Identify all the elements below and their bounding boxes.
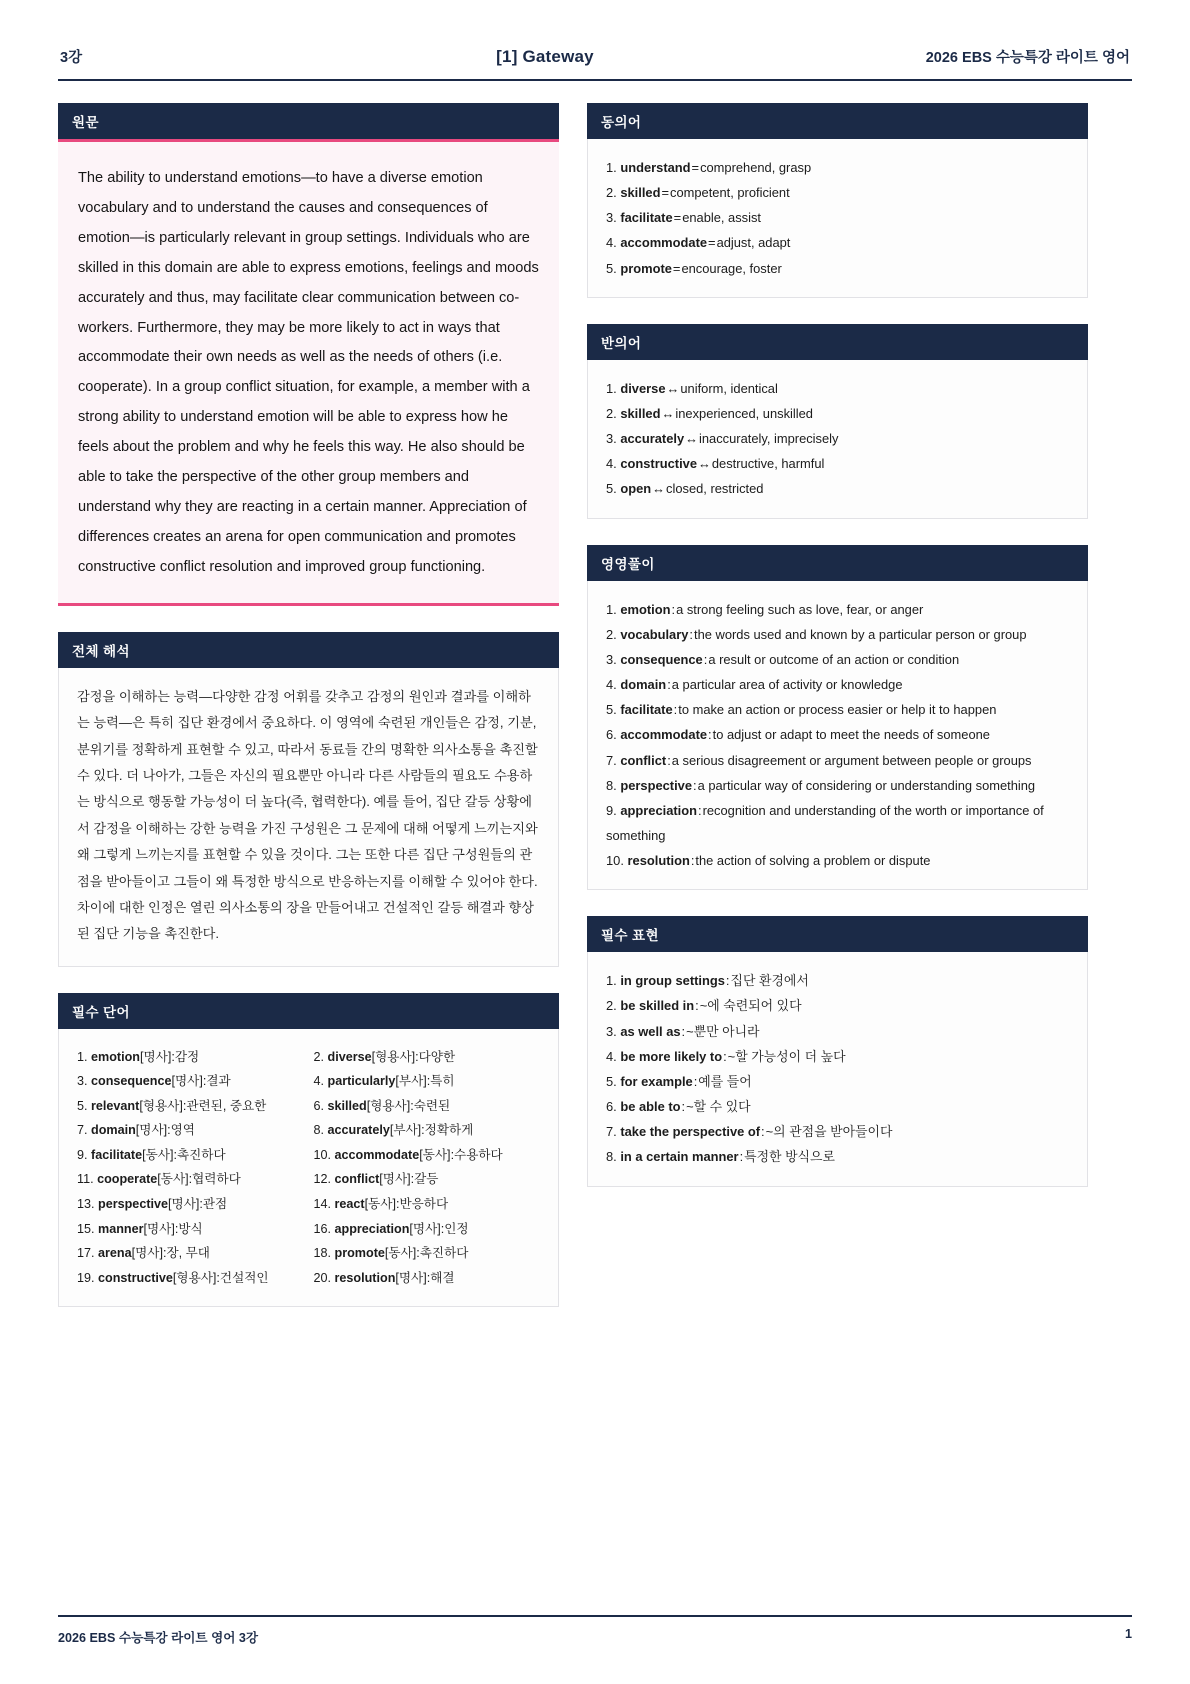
synonym-value: encourage, foster <box>681 260 782 276</box>
synonym-value: comprehend, grasp <box>700 160 812 175</box>
expression-separator: : <box>681 1023 686 1039</box>
section-translation <box>58 632 559 967</box>
word-entry-term: relevant <box>91 1098 140 1113</box>
word-entry-term: accommodate <box>334 1147 420 1162</box>
synonym-term: facilitate <box>620 210 673 226</box>
definition-term: facilitate <box>620 702 673 718</box>
definition-value: a particular area of activity or knowledge <box>671 677 903 693</box>
expression-separator: : <box>761 1124 765 1140</box>
word-entry-meaning: :영역 <box>167 1123 195 1138</box>
synonym-value: enable, assist <box>682 210 762 226</box>
word-entry-meaning: :수용하다 <box>450 1147 503 1162</box>
synonym-item <box>606 256 1069 281</box>
synonym-item <box>606 155 1069 180</box>
word-entry-meaning: :갈등 <box>410 1172 439 1187</box>
content-columns <box>58 103 1132 1333</box>
definition-value: a strong feeling such as love, fear, or anger <box>676 601 924 617</box>
word-entry <box>77 1167 304 1192</box>
antonym-item <box>606 401 1069 426</box>
antonym-separator: ↔ <box>666 380 680 396</box>
definition-term: resolution <box>627 853 690 869</box>
definition-number: 4. <box>606 677 621 693</box>
word-entry-term: perspective <box>98 1197 169 1212</box>
word-entry <box>314 1217 541 1242</box>
expression-value: ~할 수 있다 <box>686 1099 751 1115</box>
section-antonyms-title: 반의어 <box>587 324 1088 360</box>
expression-item <box>606 1069 1069 1094</box>
expression-item <box>606 968 1069 993</box>
antonym-number: 1. <box>606 380 621 396</box>
header-book-title: 2026 EBS 수능특강 라이트 영어 <box>925 50 1130 66</box>
word-entry-number: 20. <box>313 1270 335 1285</box>
definition-value: to adjust or adapt to meet the needs of someone <box>712 727 990 743</box>
definition-number: 9. <box>606 802 621 818</box>
word-entry-pos: [명사] <box>140 1049 172 1064</box>
word-entry-meaning: :감정 <box>171 1049 200 1064</box>
antonym-term: constructive <box>620 456 697 472</box>
section-words <box>58 993 559 1307</box>
word-entry-pos: [형용사] <box>139 1098 183 1113</box>
word-entry-number: 18. <box>313 1246 335 1261</box>
definition-separator: : <box>671 601 676 617</box>
expression-item <box>606 993 1069 1018</box>
word-entry-number: 10. <box>313 1147 335 1162</box>
antonym-number: 4. <box>606 456 621 472</box>
expression-item <box>606 1019 1069 1044</box>
definition-term: conflict <box>620 752 667 768</box>
definition-item <box>606 848 1069 873</box>
word-entry-number: 15. <box>77 1221 99 1236</box>
antonym-value: destructive, harmful <box>711 456 825 472</box>
expression-item <box>606 1144 1069 1169</box>
antonym-term: open <box>620 481 652 497</box>
expression-term: be more likely to <box>620 1048 723 1064</box>
definition-term: emotion <box>620 601 671 617</box>
word-entry-pos: [부사] <box>389 1123 422 1138</box>
synonym-separator: = <box>691 160 700 175</box>
word-entry-term: accurately <box>327 1123 390 1138</box>
definition-number: 2. <box>606 626 621 642</box>
synonym-number: 4. <box>606 235 621 251</box>
word-entry-meaning: :해결 <box>426 1270 455 1285</box>
definition-item <box>606 597 1069 622</box>
expression-number: 1. <box>606 973 621 989</box>
expression-term: as well as <box>620 1023 681 1039</box>
synonym-item <box>606 180 1069 205</box>
word-entry-number: 19. <box>77 1270 99 1285</box>
word-entry-number: 3. <box>77 1074 92 1089</box>
left-column <box>58 103 559 1333</box>
section-words-title: 필수 단어 <box>58 993 559 1029</box>
translation-text: 감정을 이해하는 능력—다양한 감정 어휘를 갖추고 감정의 원인과 결과를 이해하는 능력—은 특히 집단 환경에서 중요하다. 이 영역에 숙련된 개인들은 감정, 기분, 분위기를 정확하게 표현할 수 있고, 따라서 동료들 간의 명확한 의사소통을 촉진할 수 있다. 더 나아가, 그들은 자신의 필요뿐만 아니라 다른 사람들의 필요도 수용하는 방식으로 행동할 가능성이 더 높다(즉, 협력한다). 예를 들어, 집단 갈등 상황에서 감정을 이해하는 강한 능력을 가진 구성원은 그 문제에 대해 어떻게 느끼는지와 왜 그렇게 느끼는지를 표현할 수 있을 것이다. 그는 또한 다른 집단 구성원들의 관점을 받아들이고 그들이 왜 특정한 방식으로 반응하는지를 이해할 수 있어야 한다. 차이에 대한 인정은 열린 의사소통의 장을 만들어내고 건설적인 갈등 해결과 향상된 집단 기능을 촉진한다. <box>58 668 559 967</box>
word-entry-pos: [형용사] <box>366 1098 411 1113</box>
section-translation-title: 전체 해석 <box>58 632 559 668</box>
expression-number: 4. <box>606 1048 621 1064</box>
definition-item <box>606 622 1069 647</box>
antonym-separator: ↔ <box>685 431 699 447</box>
expression-number: 3. <box>606 1023 621 1039</box>
word-entry-term: skilled <box>327 1098 367 1113</box>
antonym-number: 5. <box>606 481 621 497</box>
word-entry-number: 5. <box>77 1098 92 1113</box>
word-entry-pos: [동사] <box>142 1147 174 1162</box>
definition-separator: : <box>667 752 671 768</box>
definition-item <box>606 722 1069 747</box>
word-entry <box>314 1143 541 1168</box>
word-entry-meaning: :관점 <box>199 1197 228 1212</box>
word-entry-pos: [명사] <box>395 1270 427 1285</box>
synonym-term: skilled <box>620 185 661 201</box>
footer-book-title: 2026 EBS 수능특강 라이트 영어 3강 <box>58 1631 259 1645</box>
word-entry-term: conflict <box>334 1172 380 1187</box>
word-entry-meaning: :촉진하다 <box>173 1147 226 1162</box>
expression-separator: : <box>723 1048 727 1064</box>
definition-item <box>606 697 1069 722</box>
word-entry <box>314 1069 541 1094</box>
definition-separator: : <box>693 777 697 793</box>
word-entry-meaning: :장, 무대 <box>162 1246 210 1261</box>
word-entry-pos: [명사] <box>409 1221 441 1236</box>
section-synonyms-title: 동의어 <box>587 103 1088 139</box>
definition-number: 7. <box>606 752 621 768</box>
definition-separator: : <box>689 626 694 642</box>
section-synonyms-body <box>587 139 1088 298</box>
section-expressions-body <box>587 952 1088 1186</box>
word-entry-term: emotion <box>91 1049 140 1064</box>
expression-term: be able to <box>620 1099 681 1115</box>
word-entry-number: 8. <box>313 1123 328 1138</box>
synonym-list <box>606 155 1069 281</box>
section-passage <box>58 103 559 606</box>
word-entry-term: cooperate <box>97 1172 158 1187</box>
definition-number: 8. <box>606 777 621 793</box>
definition-term: consequence <box>620 651 703 667</box>
definition-value: a particular way of considering or understanding something <box>697 777 1036 793</box>
word-entry-number: 7. <box>77 1123 92 1138</box>
word-entry-term: particularly <box>327 1074 396 1089</box>
synonym-term: promote <box>620 260 672 276</box>
antonym-item <box>606 376 1069 401</box>
antonym-item <box>606 426 1069 451</box>
word-entry-number: 9. <box>77 1147 92 1162</box>
word-entry-number: 14. <box>313 1197 335 1212</box>
expression-separator: : <box>725 973 730 989</box>
word-entry-meaning: :관련된, 중요한 <box>182 1098 267 1113</box>
definition-number: 1. <box>606 601 621 617</box>
expression-separator: : <box>739 1149 744 1165</box>
expression-number: 2. <box>606 998 621 1014</box>
synonym-value: competent, proficient <box>670 185 790 201</box>
definition-term: appreciation <box>620 802 697 818</box>
footer-page-number: 1 <box>1124 1627 1132 1641</box>
antonym-value: closed, restricted <box>666 481 764 497</box>
definition-item <box>606 798 1069 848</box>
word-entry-number: 11. <box>77 1172 98 1187</box>
expression-item <box>606 1094 1069 1119</box>
antonym-separator: ↔ <box>698 456 711 472</box>
word-entry-number: 13. <box>77 1197 99 1212</box>
synonym-separator: = <box>661 185 670 201</box>
word-entry-number: 16. <box>313 1221 335 1236</box>
antonym-separator: ↔ <box>652 481 666 497</box>
word-entry-term: appreciation <box>334 1221 410 1236</box>
section-expressions-title: 필수 표현 <box>587 916 1088 952</box>
word-entry-pos: [명사] <box>143 1221 175 1236</box>
expression-term: be skilled in <box>620 998 695 1014</box>
header-lesson-number: 3강 <box>60 50 83 66</box>
synonym-separator: = <box>708 235 716 251</box>
word-entry-term: resolution <box>334 1270 396 1285</box>
word-entry-number: 17. <box>77 1246 99 1261</box>
definition-term: accommodate <box>620 727 708 743</box>
section-antonyms-body <box>587 360 1088 519</box>
word-entry <box>77 1143 304 1168</box>
word-entry-term: diverse <box>327 1049 372 1064</box>
word-entry-number: 12. <box>313 1172 335 1187</box>
word-entry-meaning: :다양한 <box>415 1049 456 1064</box>
synonym-number: 2. <box>606 185 621 201</box>
word-entry-pos: [형용사] <box>371 1049 416 1064</box>
definition-term: domain <box>620 677 667 693</box>
definition-number: 3. <box>606 651 621 667</box>
synonym-value: adjust, adapt <box>716 235 791 251</box>
definition-term: perspective <box>620 777 692 793</box>
header-title: [1] Gateway <box>496 47 594 66</box>
expression-term: take the perspective of <box>620 1124 761 1140</box>
word-entry-pos: [명사] <box>131 1246 163 1261</box>
antonym-value: inexperienced, unskilled <box>675 405 813 421</box>
word-entry-term: domain <box>91 1123 136 1138</box>
definition-item <box>606 773 1069 798</box>
expression-number: 7. <box>606 1124 621 1140</box>
word-entry-pos: [명사] <box>171 1074 203 1089</box>
word-entry <box>314 1094 541 1119</box>
expression-value: ~의 관점을 받아들이다 <box>765 1124 893 1140</box>
word-entry <box>77 1069 304 1094</box>
word-entry <box>314 1118 541 1143</box>
antonym-number: 3. <box>606 431 621 447</box>
expression-number: 5. <box>606 1073 621 1089</box>
word-entry-meaning: :건설적인 <box>216 1270 269 1285</box>
antonym-item <box>606 451 1069 476</box>
expression-separator: : <box>695 998 699 1014</box>
word-entry-pos: [부사] <box>395 1074 427 1089</box>
word-entry <box>77 1192 304 1217</box>
word-entry <box>314 1266 541 1291</box>
word-entry-pos: [명사] <box>168 1197 200 1212</box>
antonym-value: inaccurately, imprecisely <box>699 431 839 447</box>
expression-term: for example <box>620 1073 693 1089</box>
expression-item <box>606 1044 1069 1069</box>
definition-value: the action of solving a problem or dispute <box>695 853 931 869</box>
definition-separator: : <box>703 651 708 667</box>
definition-number: 6. <box>606 727 621 743</box>
word-entry-term: promote <box>334 1246 385 1261</box>
word-entry-pos: [형용사] <box>172 1270 217 1285</box>
word-entry-pos: [동사] <box>384 1246 417 1261</box>
antonym-term: diverse <box>620 380 666 396</box>
synonym-item <box>606 230 1069 255</box>
expression-value: ~뿐만 아니라 <box>686 1023 760 1039</box>
word-entry <box>314 1241 541 1266</box>
word-entry-number: 6. <box>313 1098 328 1113</box>
word-entry-pos: [명사] <box>135 1123 168 1138</box>
antonym-term: skilled <box>620 405 661 421</box>
antonym-separator: ↔ <box>661 405 675 421</box>
section-definitions-body <box>587 581 1088 891</box>
passage-text: The ability to understand emotions—to have a diverse emotion vocabulary and to understand the causes and consequences of emotion—is particularly relevant in group settings. Individuals who are skilled in this domain are able to express emotions, feelings and moods accurately and thus, may facilitate clear communication between co-workers. Furthermore, they may be more likely to act in ways that accommodate their own needs as well as the needs of others (i.e. cooperate). In a group conflict situation, for example, a member with a strong ability to understand emotion will be able to express how he feels about the problem and why he feels this way. He also should be able to take the perspective of the other group members and understand why they are reacting in a certain manner. Appreciation of differences creates an arena for open communication and promotes constructive conflict resolution and improved group functioning. <box>58 139 559 606</box>
expression-number: 8. <box>606 1149 621 1165</box>
definition-term: vocabulary <box>620 626 689 642</box>
synonym-term: understand <box>620 160 691 175</box>
word-entry <box>314 1045 541 1070</box>
word-entry-term: facilitate <box>91 1147 143 1162</box>
synonym-item <box>606 205 1069 230</box>
expression-separator: : <box>681 1099 686 1115</box>
section-passage-title: 원문 <box>58 103 559 139</box>
expression-item <box>606 1119 1069 1144</box>
antonym-item <box>606 476 1069 501</box>
definition-separator: : <box>690 853 695 869</box>
expression-value: ~에 숙련되어 있다 <box>699 998 802 1014</box>
section-definitions-title: 영영풀이 <box>587 545 1088 581</box>
expression-value: 특정한 방식으로 <box>744 1149 835 1165</box>
word-entry-pos: [동사] <box>419 1147 451 1162</box>
definition-separator: : <box>708 727 712 743</box>
definition-value: recognition and understanding of the worth or importance of something <box>606 802 1044 843</box>
word-entry <box>77 1094 304 1119</box>
word-entry <box>314 1167 541 1192</box>
word-entry-meaning: :협력하다 <box>188 1172 241 1187</box>
definition-separator: : <box>673 702 678 718</box>
synonym-separator: = <box>673 210 682 226</box>
definition-list <box>606 597 1069 874</box>
definition-item <box>606 672 1069 697</box>
antonym-list <box>606 376 1069 502</box>
antonym-term: accurately <box>620 431 685 447</box>
section-definitions <box>587 545 1088 891</box>
word-entry <box>77 1045 304 1070</box>
word-entry-term: manner <box>98 1221 144 1236</box>
page-footer <box>58 1615 1132 1646</box>
expression-term: in group settings <box>620 973 725 989</box>
page-header <box>58 46 1132 81</box>
section-words-body <box>58 1029 559 1307</box>
definition-separator: : <box>698 802 702 818</box>
antonym-value: uniform, identical <box>680 380 778 396</box>
word-entry-meaning: :촉진하다 <box>416 1246 469 1261</box>
word-entry-pos: [동사] <box>157 1172 189 1187</box>
word-entry <box>314 1192 541 1217</box>
antonym-number: 2. <box>606 405 621 421</box>
definition-value: a result or outcome of an action or condition <box>708 651 960 667</box>
expression-value: 집단 환경에서 <box>730 973 809 989</box>
word-entry-pos: [동사] <box>364 1197 396 1212</box>
word-entry-term: consequence <box>91 1074 172 1089</box>
word-entry-number: 4. <box>313 1074 328 1089</box>
word-entry-meaning: :인정 <box>440 1221 469 1236</box>
expression-list <box>606 968 1069 1169</box>
word-entry-term: react <box>334 1197 365 1212</box>
word-entry-pos: [명사] <box>379 1172 411 1187</box>
expression-number: 6. <box>606 1099 621 1115</box>
definition-separator: : <box>667 677 671 693</box>
right-column <box>587 103 1088 1213</box>
section-antonyms <box>587 324 1088 519</box>
synonym-term: accommodate <box>620 235 708 251</box>
definition-number: 5. <box>606 702 621 718</box>
word-entry <box>77 1217 304 1242</box>
definition-item <box>606 647 1069 672</box>
word-entry <box>77 1118 304 1143</box>
word-entry-meaning: :숙련된 <box>410 1098 451 1113</box>
definition-number: 10. <box>606 853 628 869</box>
definition-value: the words used and known by a particular person or group <box>694 626 1027 642</box>
word-entry-meaning: :방식 <box>174 1221 203 1236</box>
word-entry-number: 1. <box>77 1049 92 1064</box>
word-entry-meaning: :정확하게 <box>421 1123 474 1138</box>
synonym-separator: = <box>672 260 681 276</box>
word-entry-meaning: :반응하다 <box>395 1197 449 1212</box>
definition-value: to make an action or process easier or help it to happen <box>678 702 997 718</box>
word-entry-meaning: :특히 <box>426 1074 455 1089</box>
synonym-number: 5. <box>606 260 621 276</box>
word-entry-term: constructive <box>98 1270 173 1285</box>
word-entry <box>77 1266 304 1291</box>
expression-value: ~할 가능성이 더 높다 <box>727 1048 846 1064</box>
synonym-number: 3. <box>606 210 621 226</box>
word-entry-number: 2. <box>313 1049 328 1064</box>
word-entry <box>77 1241 304 1266</box>
synonym-number: 1. <box>606 160 621 175</box>
word-entry-meaning: :결과 <box>202 1074 231 1089</box>
expression-term: in a certain manner <box>620 1149 739 1165</box>
word-list <box>77 1045 540 1290</box>
section-synonyms <box>587 103 1088 298</box>
expression-value: 예를 들어 <box>698 1073 752 1089</box>
expression-separator: : <box>693 1073 698 1089</box>
definition-item <box>606 748 1069 773</box>
section-expressions <box>587 916 1088 1186</box>
word-entry-term: arena <box>98 1246 132 1261</box>
definition-value: a serious disagreement or argument between people or groups <box>671 752 1032 768</box>
